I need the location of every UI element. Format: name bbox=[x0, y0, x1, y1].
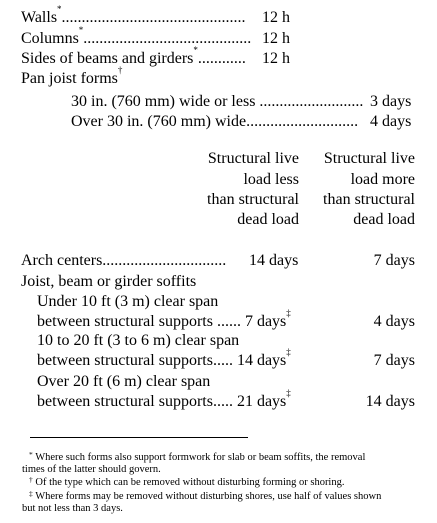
header-less-line-4: dead load bbox=[237, 211, 299, 228]
sides-value: 12 h bbox=[262, 50, 290, 67]
pan-joist-row-2-value: 4 days bbox=[370, 113, 412, 130]
pan-joist-row-2-leader: ............................ bbox=[246, 113, 359, 130]
soffit-row-2-value-more: 7 days bbox=[373, 352, 415, 369]
columns-footnote-mark: * bbox=[78, 25, 84, 35]
footnote-star-mark: * bbox=[29, 450, 33, 459]
walls-footnote-mark: * bbox=[57, 4, 62, 14]
arch-centers-leader: ............................... bbox=[102, 252, 227, 269]
footnote-divider bbox=[30, 437, 248, 438]
walls-row bbox=[21, 4, 246, 27]
pan-joist-row-2 bbox=[71, 112, 358, 131]
header-less-line-1: Structural live bbox=[207, 150, 299, 167]
walls-value: 12 h bbox=[262, 9, 290, 26]
footnote-star-text-1: Where such forms also support formwork for slab or beam soffits, the removal bbox=[35, 452, 366, 463]
soffit-row-2-line-2 bbox=[37, 347, 291, 370]
pan-joist-row-1-leader: .......................... bbox=[259, 93, 364, 110]
sides-row bbox=[21, 45, 246, 68]
soffit-row-1-text: between structural supports bbox=[37, 313, 213, 330]
soffit-row-3-line-1: Over 20 ft (6 m) clear span bbox=[37, 373, 211, 390]
header-more-line-2: load more bbox=[350, 171, 415, 188]
pan-joist-heading bbox=[21, 65, 123, 88]
walls-label: Walls bbox=[21, 9, 58, 26]
footnote-dagger bbox=[29, 477, 344, 489]
soffit-row-1-line-1: Under 10 ft (3 m) clear span bbox=[37, 293, 219, 310]
pan-joist-row-1-label: 30 in. (760 mm) wide or less bbox=[71, 93, 256, 110]
footnote-ddagger-mark: ‡ bbox=[29, 489, 33, 498]
footnote-ddagger bbox=[29, 491, 381, 503]
walls-leader: .............................................. bbox=[61, 9, 246, 26]
pan-joist-row-1-value: 3 days bbox=[370, 93, 412, 110]
soffit-row-2-line-1: 10 to 20 ft (3 to 6 m) clear span bbox=[37, 332, 240, 349]
header-more-line-4: dead load bbox=[353, 211, 415, 228]
sides-leader: ............ bbox=[197, 50, 246, 67]
columns-leader: .......................................... bbox=[83, 30, 252, 47]
header-more-line-3: than structural bbox=[323, 191, 415, 208]
pan-joist-row-2-label: Over 30 in. (760 mm) wide bbox=[71, 113, 247, 130]
soffits-heading: Joist, beam or girder soffits bbox=[21, 273, 197, 290]
footnote-dagger-text: Of the type which can be removed without disturbing forming or shoring. bbox=[35, 477, 345, 488]
arch-centers-value-more: 7 days bbox=[373, 252, 415, 269]
header-less-line-2: load less bbox=[243, 171, 299, 188]
soffit-row-2-leader: ..... bbox=[212, 352, 233, 369]
arch-centers-label: Arch centers bbox=[21, 252, 103, 269]
columns-row bbox=[21, 25, 252, 48]
pan-joist-footnote-mark: † bbox=[117, 65, 123, 75]
soffit-row-3-text: between structural supports bbox=[37, 393, 213, 410]
soffit-row-2-footnote-mark: ‡ bbox=[286, 347, 291, 357]
sides-footnote-mark: * bbox=[193, 45, 198, 55]
soffit-row-1-value-more: 4 days bbox=[373, 313, 415, 330]
footnote-star-text-2: times of the latter should govern. bbox=[22, 464, 161, 475]
pan-joist-row-1 bbox=[71, 92, 363, 111]
columns-label: Columns bbox=[21, 30, 79, 47]
pan-joist-label: Pan joist forms bbox=[21, 70, 118, 87]
header-less-line-3: than structural bbox=[207, 191, 299, 208]
header-more-line-1: Structural live bbox=[323, 150, 415, 167]
soffit-row-1-leader: ...... bbox=[216, 313, 241, 330]
columns-value: 12 h bbox=[262, 30, 290, 47]
soffit-row-2-text: between structural supports bbox=[37, 352, 213, 369]
footnote-ddagger-text-2: but not less than 3 days. bbox=[22, 503, 123, 514]
soffit-row-3-line-2 bbox=[37, 388, 291, 411]
arch-centers-row bbox=[21, 251, 226, 270]
soffit-row-3-leader: ..... bbox=[212, 393, 233, 410]
sides-label: Sides of beams and girders bbox=[21, 50, 194, 67]
footnote-dagger-mark: † bbox=[29, 475, 33, 484]
arch-centers-value-less: 14 days bbox=[249, 252, 299, 269]
footnote-ddagger-text-1: Where forms may be removed without disturbing shores, use half of values shown bbox=[35, 491, 382, 502]
soffit-row-3-value-more: 14 days bbox=[365, 393, 415, 410]
soffit-row-1-value-less: 7 days bbox=[244, 313, 287, 330]
soffit-row-1-line-2 bbox=[37, 308, 291, 331]
soffit-row-3-footnote-mark: ‡ bbox=[286, 388, 291, 398]
soffit-row-1-footnote-mark: ‡ bbox=[286, 308, 291, 318]
soffit-row-3-value-less: 21 days bbox=[236, 393, 287, 410]
footnote-star bbox=[29, 452, 365, 464]
soffit-row-2-value-less: 14 days bbox=[236, 352, 287, 369]
